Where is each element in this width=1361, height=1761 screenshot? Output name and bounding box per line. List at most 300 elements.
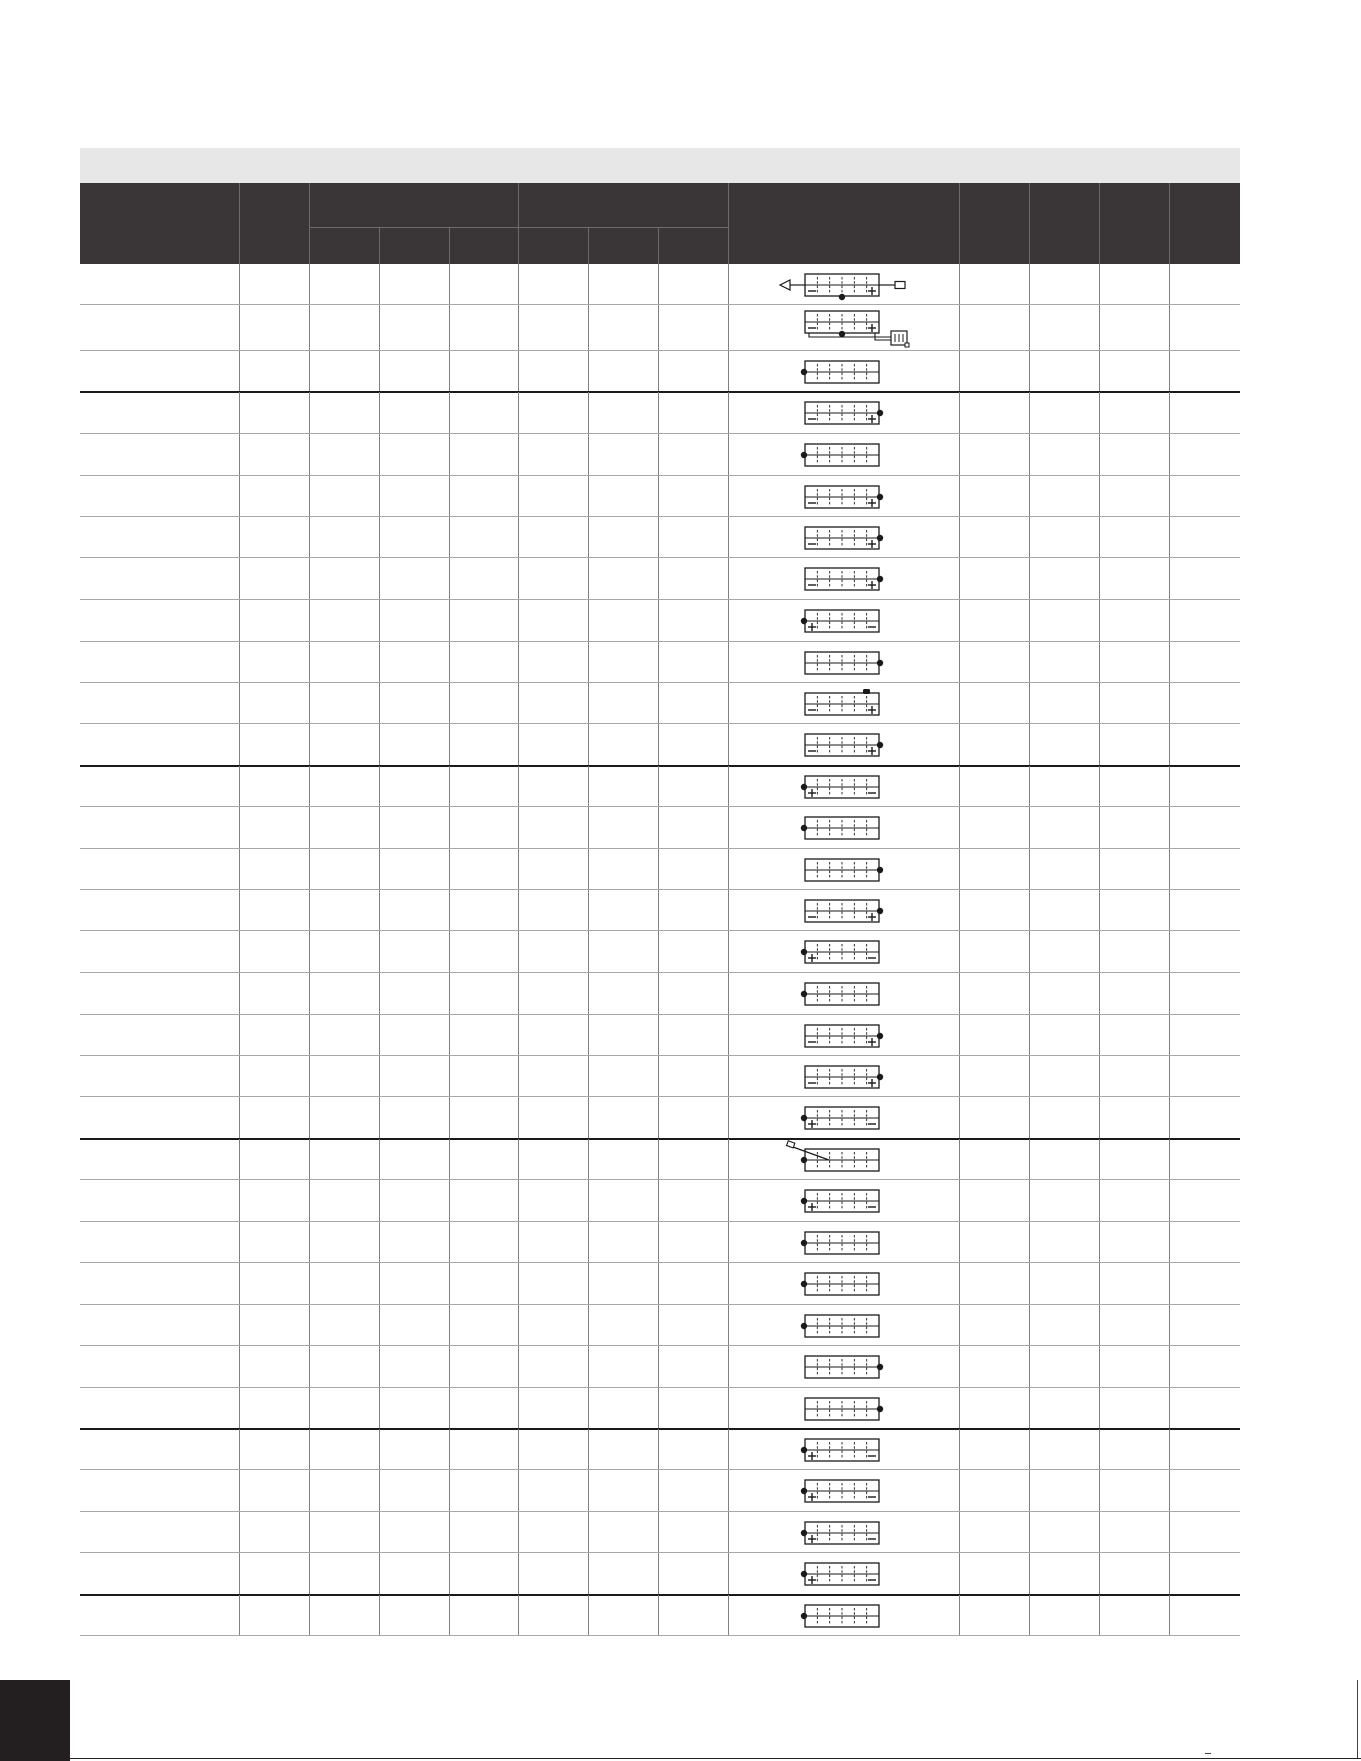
table-cell: [309, 1346, 379, 1388]
column-divider: [379, 351, 380, 392]
column-divider: [309, 1388, 310, 1429]
table-cell: [588, 476, 658, 517]
column-divider: [658, 1222, 659, 1263]
header-subdivider: [379, 227, 380, 264]
column-divider: [1029, 1553, 1030, 1595]
column-divider: [1169, 1470, 1170, 1512]
column-divider: [379, 600, 380, 642]
column-divider: [959, 517, 960, 558]
header-subrow-line: [309, 227, 728, 228]
table-cell: [588, 434, 658, 476]
table-cell: [959, 1553, 1029, 1595]
table-cell: [588, 683, 658, 724]
column-divider: [658, 642, 659, 683]
battery-layout-left-post-reversed-icon: [728, 1429, 959, 1470]
column-divider: [959, 1470, 960, 1512]
table-cell: [959, 849, 1029, 890]
column-divider: [449, 476, 450, 517]
table-row: [80, 1015, 1240, 1056]
table-cell: [518, 1222, 588, 1263]
table-cell: [518, 305, 588, 351]
column-divider: [959, 1512, 960, 1553]
column-divider: [379, 1470, 380, 1512]
column-divider: [1169, 558, 1170, 600]
column-divider: [518, 392, 519, 434]
column-divider: [588, 1015, 589, 1056]
column-divider: [1099, 1595, 1100, 1636]
table-cell: [1029, 724, 1099, 766]
column-divider: [1099, 973, 1100, 1015]
table-cell: [80, 1388, 239, 1429]
battery-layout-right-post-icon: [728, 1388, 959, 1429]
column-divider: [588, 724, 589, 766]
column-divider: [658, 724, 659, 766]
column-divider: [518, 1015, 519, 1056]
battery-layout-right-post-icon: [728, 890, 959, 931]
column-divider: [658, 890, 659, 931]
column-divider: [588, 1180, 589, 1222]
battery-layout-right-post-icon: [728, 849, 959, 890]
battery-layout-right-post-icon: [728, 517, 959, 558]
table-cell: [658, 973, 728, 1015]
table-cell: [959, 1222, 1029, 1263]
battery-layout-left-post-icon: [728, 351, 959, 392]
table-cell: [1099, 305, 1169, 351]
table-cell: [239, 1553, 309, 1595]
column-divider: [1099, 351, 1100, 392]
column-divider: [239, 264, 240, 305]
table-cell: [379, 890, 449, 931]
column-divider: [658, 1595, 659, 1636]
table-cell: [309, 476, 379, 517]
battery-layout-left-post-icon: [728, 1263, 959, 1305]
column-divider: [379, 1429, 380, 1470]
table-cell: [1169, 931, 1240, 973]
column-divider: [449, 973, 450, 1015]
column-divider: [1029, 517, 1030, 558]
column-divider: [518, 600, 519, 642]
column-divider: [518, 807, 519, 849]
table-cell: [1029, 1180, 1099, 1222]
column-divider: [449, 766, 450, 807]
table-cell: [309, 1553, 379, 1595]
column-divider: [588, 392, 589, 434]
column-divider: [449, 305, 450, 351]
table-cell: [959, 558, 1029, 600]
table-cell: [1169, 351, 1240, 392]
table-cell: [959, 476, 1029, 517]
table-cell: [80, 1470, 239, 1512]
table-cell: [309, 807, 379, 849]
column-divider: [309, 683, 310, 724]
table-cell: [379, 392, 449, 434]
column-divider: [1029, 724, 1030, 766]
column-divider: [588, 517, 589, 558]
table-row: [80, 931, 1240, 973]
column-divider: [1169, 1429, 1170, 1470]
column-divider: [518, 1553, 519, 1595]
battery-layout-right-post-icon: [728, 1056, 959, 1097]
header-divider: [239, 183, 240, 264]
table-cell: [1029, 392, 1099, 434]
table-row: [80, 392, 1240, 434]
table-row: [80, 1553, 1240, 1595]
column-divider: [959, 683, 960, 724]
header-subdivider: [588, 227, 589, 264]
column-divider: [959, 642, 960, 683]
column-divider: [1099, 600, 1100, 642]
table-cell: [518, 931, 588, 973]
column-divider: [449, 1056, 450, 1097]
table-cell: [1029, 434, 1099, 476]
table-cell: [1029, 1015, 1099, 1056]
table-cell: [1099, 476, 1169, 517]
table-cell: [1099, 766, 1169, 807]
column-divider: [959, 890, 960, 931]
table-cell: [1169, 1222, 1240, 1263]
table-cell: [239, 1263, 309, 1305]
column-divider: [588, 351, 589, 392]
column-divider: [1029, 1222, 1030, 1263]
column-divider: [449, 724, 450, 766]
table-cell: [309, 849, 379, 890]
column-divider: [959, 558, 960, 600]
page-tab: [0, 1680, 70, 1761]
table-cell: [588, 1097, 658, 1139]
terminal-layout-cell: [728, 766, 959, 807]
column-divider: [449, 807, 450, 849]
table-cell: [658, 1346, 728, 1388]
column-divider: [309, 351, 310, 392]
table-cell: [80, 264, 239, 305]
column-divider: [1099, 305, 1100, 351]
table-cell: [379, 1429, 449, 1470]
column-divider: [309, 1222, 310, 1263]
table-cell: [588, 724, 658, 766]
table-cell: [1099, 1305, 1169, 1346]
table-cell: [449, 766, 518, 807]
table-row: [80, 264, 1240, 305]
column-divider: [518, 1429, 519, 1470]
table-cell: [518, 1180, 588, 1222]
table-cell: [309, 931, 379, 973]
column-divider: [1029, 766, 1030, 807]
table-cell: [959, 305, 1029, 351]
table-cell: [1029, 1305, 1099, 1346]
terminal-layout-cell: [728, 1470, 959, 1512]
column-divider: [1169, 1512, 1170, 1553]
table-cell: [1169, 558, 1240, 600]
column-divider: [379, 1388, 380, 1429]
column-divider: [588, 1388, 589, 1429]
column-divider: [959, 1263, 960, 1305]
table-cell: [309, 558, 379, 600]
table-cell: [658, 1429, 728, 1470]
table-cell: [80, 392, 239, 434]
column-divider: [1169, 1263, 1170, 1305]
column-divider: [518, 1056, 519, 1097]
terminal-layout-cell: [728, 1222, 959, 1263]
column-divider: [379, 1512, 380, 1553]
terminal-layout-cell: [728, 517, 959, 558]
table-cell: [80, 1512, 239, 1553]
column-divider: [588, 1470, 589, 1512]
table-cell: [449, 683, 518, 724]
table-cell: [309, 973, 379, 1015]
column-divider: [449, 890, 450, 931]
column-divider: [518, 434, 519, 476]
column-divider: [959, 1222, 960, 1263]
column-divider: [1029, 392, 1030, 434]
table-cell: [309, 642, 379, 683]
table-cell: [379, 1139, 449, 1180]
column-divider: [959, 305, 960, 351]
terminal-layout-cell: [728, 1180, 959, 1222]
column-divider: [379, 558, 380, 600]
terminal-layout-cell: [728, 890, 959, 931]
table-cell: [309, 1512, 379, 1553]
table-cell: [80, 476, 239, 517]
column-divider: [658, 558, 659, 600]
column-divider: [1029, 1056, 1030, 1097]
table-cell: [1169, 305, 1240, 351]
table-cell: [1169, 642, 1240, 683]
column-divider: [239, 476, 240, 517]
column-divider: [1029, 1139, 1030, 1180]
table-cell: [658, 305, 728, 351]
column-divider: [239, 1512, 240, 1553]
column-divider: [1169, 1097, 1170, 1139]
table-cell: [518, 434, 588, 476]
header-subdivider: [449, 227, 450, 264]
column-divider: [518, 642, 519, 683]
table-cell: [1099, 1222, 1169, 1263]
column-divider: [959, 392, 960, 434]
table-cell: [309, 1470, 379, 1512]
table-cell: [1169, 600, 1240, 642]
column-divider: [658, 1139, 659, 1180]
column-divider: [658, 1429, 659, 1470]
table-cell: [588, 264, 658, 305]
terminal-layout-cell: [728, 476, 959, 517]
column-divider: [309, 1263, 310, 1305]
table-cell: [239, 1470, 309, 1512]
column-divider: [1169, 1222, 1170, 1263]
table-cell: [959, 1388, 1029, 1429]
column-divider: [658, 1553, 659, 1595]
column-divider: [449, 683, 450, 724]
battery-layout-right-post-icon: [728, 558, 959, 600]
table-cell: [309, 1097, 379, 1139]
column-divider: [959, 1346, 960, 1388]
terminal-layout-cell: [728, 1512, 959, 1553]
table-cell: [449, 1429, 518, 1470]
table-cell: [379, 683, 449, 724]
table-cell: [309, 1180, 379, 1222]
column-divider: [379, 890, 380, 931]
column-divider: [239, 724, 240, 766]
table-cell: [80, 766, 239, 807]
table-cell: [658, 351, 728, 392]
table-cell: [379, 434, 449, 476]
column-divider: [449, 558, 450, 600]
column-divider: [239, 1222, 240, 1263]
table-cell: [379, 766, 449, 807]
column-divider: [588, 1553, 589, 1595]
table-cell: [1169, 1388, 1240, 1429]
column-divider: [449, 1512, 450, 1553]
column-divider: [588, 1222, 589, 1263]
column-divider: [588, 1305, 589, 1346]
table-cell: [588, 931, 658, 973]
table-cell: [449, 973, 518, 1015]
terminal-layout-cell: [728, 973, 959, 1015]
table-cell: [239, 1056, 309, 1097]
table-cell: [588, 1139, 658, 1180]
table-cell: [1099, 1553, 1169, 1595]
table-cell: [1169, 1180, 1240, 1222]
column-divider: [1099, 1470, 1100, 1512]
column-divider: [239, 305, 240, 351]
column-divider: [239, 558, 240, 600]
table-cell: [588, 1470, 658, 1512]
column-divider: [1029, 1305, 1030, 1346]
table-cell: [588, 1553, 658, 1595]
column-divider: [518, 766, 519, 807]
column-divider: [239, 517, 240, 558]
table-cell: [1099, 1097, 1169, 1139]
table-cell: [658, 1222, 728, 1263]
header-divider: [1169, 183, 1170, 264]
table-cell: [239, 683, 309, 724]
table-cell: [959, 351, 1029, 392]
column-divider: [588, 1056, 589, 1097]
table-cell: [1169, 476, 1240, 517]
column-divider: [959, 434, 960, 476]
table-row: [80, 724, 1240, 766]
column-divider: [1169, 1346, 1170, 1388]
table-cell: [1099, 1139, 1169, 1180]
column-divider: [379, 264, 380, 305]
terminal-layout-cell: [728, 1056, 959, 1097]
table-cell: [588, 766, 658, 807]
table-cell: [588, 1512, 658, 1553]
table-cell: [379, 1305, 449, 1346]
table-cell: [379, 517, 449, 558]
terminal-layout-cell: [728, 434, 959, 476]
table-cell: [658, 724, 728, 766]
table-cell: [1029, 1470, 1099, 1512]
table-cell: [449, 807, 518, 849]
column-divider: [239, 392, 240, 434]
column-divider: [959, 1305, 960, 1346]
table-cell: [1099, 1388, 1169, 1429]
table-cell: [658, 1595, 728, 1636]
table-cell: [588, 1305, 658, 1346]
column-divider: [379, 1056, 380, 1097]
column-divider: [449, 1429, 450, 1470]
column-divider: [309, 434, 310, 476]
column-divider: [959, 476, 960, 517]
table-cell: [379, 476, 449, 517]
table-cell: [1029, 1553, 1099, 1595]
table-cell: [658, 807, 728, 849]
battery-layout-left-post-icon: [728, 807, 959, 849]
table-cell: [309, 434, 379, 476]
column-divider: [1029, 1595, 1030, 1636]
column-divider: [239, 351, 240, 392]
table-cell: [1099, 264, 1169, 305]
table-cell: [1099, 642, 1169, 683]
table-cell: [309, 1595, 379, 1636]
table-cell: [518, 1015, 588, 1056]
table-cell: [80, 642, 239, 683]
column-divider: [309, 807, 310, 849]
column-divider: [449, 600, 450, 642]
table-cell: [658, 264, 728, 305]
table-cell: [959, 1305, 1029, 1346]
table-cell: [1099, 1512, 1169, 1553]
column-divider: [309, 517, 310, 558]
table-cell: [1099, 517, 1169, 558]
table-cell: [449, 1015, 518, 1056]
table-cell: [959, 1056, 1029, 1097]
column-divider: [1099, 558, 1100, 600]
table-cell: [658, 1139, 728, 1180]
column-divider: [658, 392, 659, 434]
column-divider: [239, 1346, 240, 1388]
table-cell: [959, 517, 1029, 558]
table-cell: [1099, 1595, 1169, 1636]
table-cell: [379, 931, 449, 973]
table-cell: [588, 1595, 658, 1636]
table-cell: [1169, 1015, 1240, 1056]
column-divider: [239, 1015, 240, 1056]
column-divider: [449, 1553, 450, 1595]
column-divider: [658, 434, 659, 476]
table-row: [80, 849, 1240, 890]
table-cell: [449, 1305, 518, 1346]
table-cell: [1029, 973, 1099, 1015]
table-cell: [959, 931, 1029, 973]
column-divider: [449, 931, 450, 973]
table-cell: [1029, 1388, 1099, 1429]
column-divider: [379, 517, 380, 558]
table-cell: [658, 849, 728, 890]
table-row: [80, 1222, 1240, 1263]
table-cell: [80, 724, 239, 766]
column-divider: [379, 849, 380, 890]
column-divider: [239, 766, 240, 807]
table-cell: [449, 305, 518, 351]
table-cell: [1029, 1263, 1099, 1305]
table-cell: [518, 1056, 588, 1097]
column-divider: [518, 849, 519, 890]
battery-layout-left-post-icon: [728, 434, 959, 476]
table-cell: [588, 1388, 658, 1429]
table-cell: [80, 807, 239, 849]
column-divider: [518, 1512, 519, 1553]
table-cell: [658, 600, 728, 642]
column-divider: [449, 1139, 450, 1180]
table-cell: [239, 1097, 309, 1139]
column-divider: [658, 1346, 659, 1388]
column-divider: [449, 1346, 450, 1388]
column-divider: [588, 1595, 589, 1636]
table-cell: [1029, 351, 1099, 392]
table-cell: [1029, 1346, 1099, 1388]
column-divider: [959, 1595, 960, 1636]
